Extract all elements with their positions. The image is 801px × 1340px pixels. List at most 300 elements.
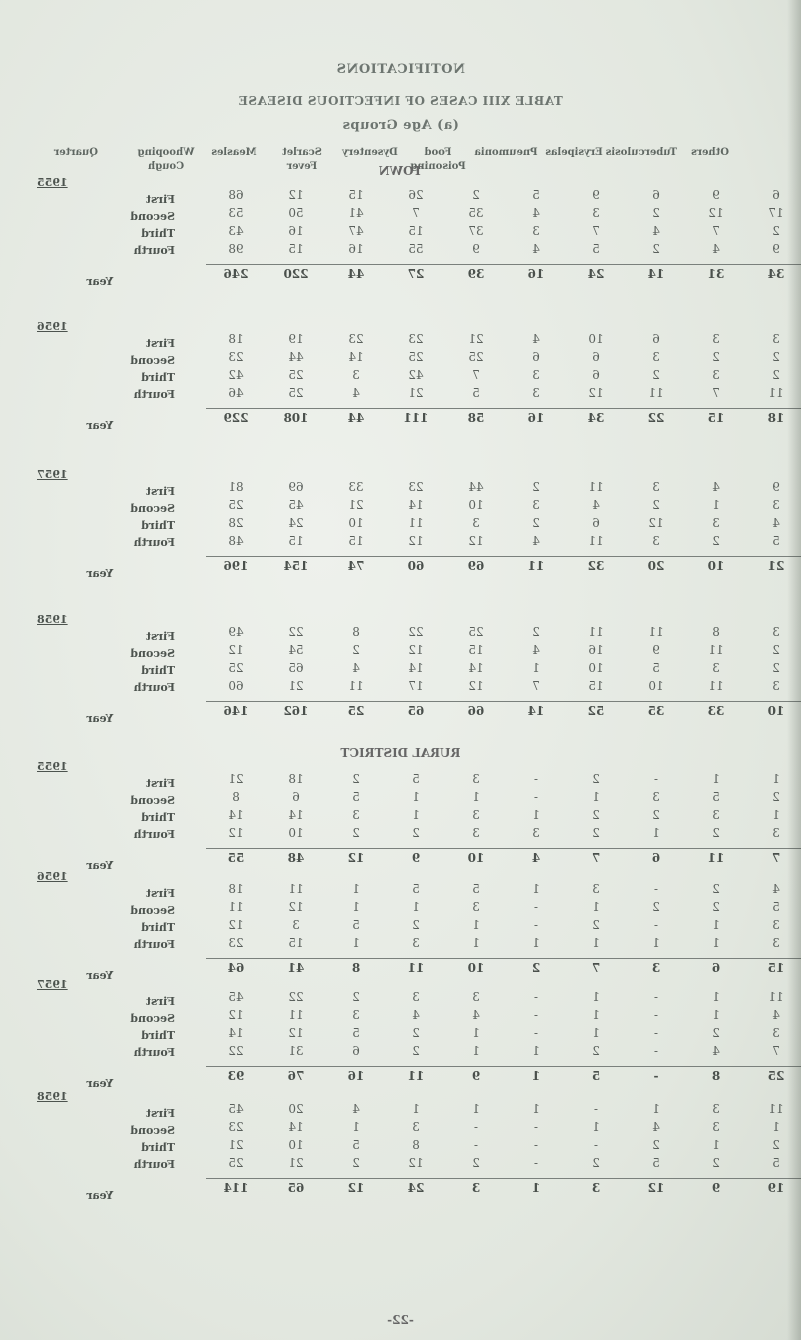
- cell-value: 9: [652, 643, 660, 657]
- data-column: [506, 1100, 566, 1197]
- cell-value: 1: [472, 790, 480, 804]
- cell-value: 18: [228, 882, 244, 896]
- data-column: [206, 880, 266, 977]
- cell-value: 5: [592, 242, 600, 256]
- column-total: 65: [266, 1178, 326, 1197]
- cell-value: 22: [288, 625, 304, 639]
- cell-value: 1: [532, 1102, 540, 1116]
- column-total: 1: [506, 1066, 566, 1085]
- cell-value: 19: [288, 332, 304, 346]
- cell-value: 11: [768, 1102, 784, 1116]
- cell-value: 2: [412, 918, 420, 932]
- column-total: 12: [326, 848, 386, 867]
- column-total: 25: [746, 1066, 801, 1085]
- cell-value: 7: [532, 679, 540, 693]
- cell-value: -: [533, 900, 539, 914]
- cell-value: 35: [468, 206, 484, 220]
- data-column: [446, 1100, 506, 1197]
- cell-value: 14: [288, 808, 304, 822]
- row-labels: [25, 611, 175, 727]
- data-column: [446, 880, 506, 977]
- cell-value: 21: [228, 1138, 244, 1152]
- data-column: [566, 770, 626, 867]
- cell-value: 2: [592, 1044, 600, 1058]
- cell-value: 2: [652, 900, 660, 914]
- column-total: 10: [686, 556, 746, 575]
- cell-value: 1: [352, 1120, 360, 1134]
- quarter-label: Third: [141, 371, 175, 384]
- data-column: [566, 330, 626, 427]
- column-total: 34: [566, 408, 626, 427]
- quarter-label: Third: [141, 519, 175, 532]
- cell-value: 8: [352, 625, 360, 639]
- cell-value: -: [653, 772, 659, 786]
- data-column: [686, 1100, 746, 1197]
- cell-value: 5: [352, 918, 360, 932]
- cell-value: -: [653, 918, 659, 932]
- cell-value: 10: [588, 661, 604, 675]
- cell-value: 3: [772, 936, 780, 950]
- cell-value: 22: [228, 1044, 244, 1058]
- cell-value: 2: [712, 826, 720, 840]
- cell-value: 1: [472, 936, 480, 950]
- cell-value: 21: [288, 679, 304, 693]
- cell-value: 3: [772, 826, 780, 840]
- cell-value: 14: [288, 1120, 304, 1134]
- cell-value: 2: [592, 918, 600, 932]
- cell-value: 10: [348, 516, 364, 530]
- cell-value: 5: [652, 661, 660, 675]
- cell-value: -: [653, 1026, 659, 1040]
- year-label: 1955: [37, 760, 68, 773]
- column-total: 9: [686, 1178, 746, 1197]
- quarter-label: Second: [130, 354, 175, 367]
- cell-value: 2: [412, 826, 420, 840]
- quarter-label: Third: [141, 664, 175, 677]
- column-total: 22: [626, 408, 686, 427]
- year-total-label: Year: [86, 1189, 114, 1202]
- cell-value: 25: [228, 1156, 244, 1170]
- cell-value: 3: [472, 808, 480, 822]
- column-total: 20: [626, 556, 686, 575]
- data-column: [566, 988, 626, 1085]
- cell-value: 81: [228, 480, 244, 494]
- cell-value: 2: [352, 643, 360, 657]
- cell-value: 11: [288, 1008, 304, 1022]
- column-total: 196: [206, 556, 266, 575]
- cell-value: 15: [288, 936, 304, 950]
- column-total: 15: [686, 408, 746, 427]
- cell-value: 20: [288, 1102, 304, 1116]
- quarter-label: Second: [130, 210, 175, 223]
- data-column: [326, 770, 386, 867]
- cell-value: 2: [532, 516, 540, 530]
- cell-value: 14: [408, 661, 424, 675]
- cell-value: 54: [288, 643, 304, 657]
- cell-value: 1: [712, 1138, 720, 1152]
- cell-value: 12: [228, 1008, 244, 1022]
- cell-value: 3: [532, 368, 540, 382]
- column-total: 11: [686, 848, 746, 867]
- column-total: 10: [446, 848, 506, 867]
- column-total: 14: [626, 264, 686, 283]
- cell-value: 1: [592, 990, 600, 1004]
- data-column: [566, 623, 626, 720]
- cell-value: 8: [412, 1138, 420, 1152]
- data-column: [566, 880, 626, 977]
- cell-value: 2: [412, 1044, 420, 1058]
- cell-value: 3: [532, 224, 540, 238]
- cell-value: 42: [408, 368, 424, 382]
- cell-value: 16: [588, 643, 604, 657]
- cell-value: 5: [352, 1026, 360, 1040]
- cell-value: 3: [712, 1120, 720, 1134]
- cell-value: 11: [228, 900, 244, 914]
- binding-shadow: [787, 0, 801, 1340]
- data-column: [626, 770, 686, 867]
- cell-value: 48: [228, 534, 244, 548]
- cell-value: 12: [228, 826, 244, 840]
- quarter-label: First: [145, 337, 175, 350]
- cell-value: 2: [532, 625, 540, 639]
- data-column: [326, 988, 386, 1085]
- cell-value: 3: [472, 900, 480, 914]
- cell-value: 4: [712, 480, 720, 494]
- cell-value: 3: [772, 625, 780, 639]
- cell-value: 98: [228, 242, 244, 256]
- cell-value: 25: [408, 350, 424, 364]
- cell-value: 3: [352, 1008, 360, 1022]
- cell-value: 2: [772, 790, 780, 804]
- cell-value: 3: [472, 772, 480, 786]
- year-label: 1958: [37, 1090, 68, 1103]
- cell-value: 2: [592, 772, 600, 786]
- data-column: [566, 1100, 626, 1197]
- data-column: [506, 880, 566, 977]
- column-total: 146: [206, 701, 266, 720]
- cell-value: 3: [532, 826, 540, 840]
- cell-value: 3: [412, 990, 420, 1004]
- data-column: [266, 880, 326, 977]
- cell-value: 44: [288, 350, 304, 364]
- cell-value: -: [533, 772, 539, 786]
- data-column: [206, 478, 266, 575]
- cell-value: 3: [772, 679, 780, 693]
- cell-value: 2: [592, 826, 600, 840]
- column-total: 3: [566, 1178, 626, 1197]
- cell-value: 6: [592, 350, 600, 364]
- column-total: 24: [566, 264, 626, 283]
- cell-value: 46: [228, 386, 244, 400]
- data-column: [206, 770, 266, 867]
- data-column: [266, 186, 326, 283]
- cell-value: 25: [288, 386, 304, 400]
- cell-value: 3: [772, 1026, 780, 1040]
- cell-value: 45: [228, 1102, 244, 1116]
- cell-value: 1: [412, 808, 420, 822]
- cell-value: 1: [592, 790, 600, 804]
- cell-value: 9: [472, 242, 480, 256]
- cell-value: 5: [772, 900, 780, 914]
- column-total: 41: [266, 958, 326, 977]
- cell-value: 3: [352, 368, 360, 382]
- cell-value: 37: [468, 224, 484, 238]
- cell-value: 3: [712, 332, 720, 346]
- data-column: [326, 330, 386, 427]
- data-column: [326, 623, 386, 720]
- data-column: [506, 770, 566, 867]
- quarter-label: Third: [141, 1141, 175, 1154]
- cell-value: -: [533, 1120, 539, 1134]
- data-column: [326, 186, 386, 283]
- quarter-label: Fourth: [133, 1158, 175, 1171]
- cell-value: 50: [288, 206, 304, 220]
- cell-value: 5: [532, 188, 540, 202]
- cell-value: 4: [652, 224, 660, 238]
- cell-value: 23: [408, 480, 424, 494]
- cell-value: 12: [228, 643, 244, 657]
- data-column: [686, 623, 746, 720]
- column-total: 24: [386, 1178, 446, 1197]
- cell-value: 5: [412, 772, 420, 786]
- cell-value: 8: [712, 625, 720, 639]
- cell-value: 5: [652, 1156, 660, 1170]
- cell-value: 17: [408, 679, 424, 693]
- column-total: 9: [446, 1066, 506, 1085]
- cell-value: 9: [772, 480, 780, 494]
- column-total: -: [626, 1066, 686, 1085]
- cell-value: 3: [712, 516, 720, 530]
- cell-value: 8: [232, 790, 240, 804]
- cell-value: 23: [228, 350, 244, 364]
- cell-value: -: [653, 882, 659, 896]
- cell-value: 3: [652, 480, 660, 494]
- cell-value: 3: [472, 826, 480, 840]
- data-column: [206, 330, 266, 427]
- cell-value: 10: [648, 679, 664, 693]
- cell-value: 5: [352, 1138, 360, 1152]
- data-column: [266, 988, 326, 1085]
- column-total: 27: [386, 264, 446, 283]
- cell-value: 4: [712, 242, 720, 256]
- cell-value: 21: [288, 1156, 304, 1170]
- year-total-label: Year: [86, 567, 114, 580]
- cell-value: -: [653, 1044, 659, 1058]
- column-total: 44: [326, 264, 386, 283]
- cell-value: 6: [292, 790, 300, 804]
- cell-value: 1: [712, 772, 720, 786]
- cell-value: 24: [288, 516, 304, 530]
- column-total: 9: [386, 848, 446, 867]
- cell-value: 1: [472, 1044, 480, 1058]
- data-column: [386, 770, 446, 867]
- cell-value: 23: [348, 332, 364, 346]
- cell-value: 2: [712, 882, 720, 896]
- cell-value: 2: [772, 350, 780, 364]
- column-header: Scarlet Fever: [282, 147, 322, 172]
- cell-value: 1: [652, 936, 660, 950]
- quarter-label: Fourth: [133, 244, 175, 257]
- cell-value: 44: [468, 480, 484, 494]
- cell-value: 26: [408, 188, 424, 202]
- cell-value: -: [653, 1008, 659, 1022]
- cell-value: 3: [532, 498, 540, 512]
- data-column: [686, 880, 746, 977]
- cell-value: 1: [592, 1008, 600, 1022]
- quarter-label: Second: [130, 502, 175, 515]
- cell-value: 18: [228, 332, 244, 346]
- data-column: [326, 1100, 386, 1197]
- year-label: 1956: [37, 870, 68, 883]
- cell-value: -: [533, 1138, 539, 1152]
- cell-value: 2: [652, 368, 660, 382]
- cell-value: 2: [592, 1156, 600, 1170]
- cell-value: 2: [352, 1156, 360, 1170]
- cell-value: 1: [772, 808, 780, 822]
- cell-value: 12: [288, 188, 304, 202]
- row-labels: [25, 174, 175, 290]
- column-total: 16: [506, 408, 566, 427]
- cell-value: 2: [712, 900, 720, 914]
- data-column: [266, 1100, 326, 1197]
- cell-value: 11: [648, 625, 664, 639]
- cell-value: 7: [472, 368, 480, 382]
- data-column: [626, 623, 686, 720]
- year-total-label: Year: [86, 419, 114, 432]
- cell-value: 6: [772, 188, 780, 202]
- column-total: 229: [206, 408, 266, 427]
- cell-value: 2: [472, 1156, 480, 1170]
- data-column: [266, 623, 326, 720]
- cell-value: 2: [412, 1026, 420, 1040]
- quarter-label: Second: [130, 794, 175, 807]
- column-total: 4: [506, 848, 566, 867]
- cell-value: 31: [288, 1044, 304, 1058]
- cell-value: 11: [588, 625, 604, 639]
- data-column: [626, 1100, 686, 1197]
- year-total-label: Year: [86, 969, 114, 982]
- cell-value: 2: [772, 643, 780, 657]
- cell-value: -: [533, 990, 539, 1004]
- cell-value: 25: [228, 661, 244, 675]
- cell-value: 55: [408, 242, 424, 256]
- data-column: [566, 478, 626, 575]
- quarter-label: Second: [130, 1012, 175, 1025]
- cell-value: 1: [352, 900, 360, 914]
- cell-value: 15: [288, 534, 304, 548]
- cell-value: 4: [592, 498, 600, 512]
- column-total: 19: [746, 1178, 801, 1197]
- cell-value: 1: [472, 1102, 480, 1116]
- cell-value: 12: [588, 386, 604, 400]
- cell-value: 2: [652, 1138, 660, 1152]
- column-total: 14: [506, 701, 566, 720]
- row-labels: [25, 1088, 175, 1204]
- data-column: [626, 478, 686, 575]
- cell-value: 1: [712, 990, 720, 1004]
- column-total: 114: [206, 1178, 266, 1197]
- quarter-label: First: [145, 630, 175, 643]
- cell-value: 45: [288, 498, 304, 512]
- quarter-label: First: [145, 995, 175, 1008]
- data-column: [386, 186, 446, 283]
- quarter-label: First: [145, 777, 175, 790]
- cell-value: 4: [772, 1008, 780, 1022]
- data-column: [206, 623, 266, 720]
- quarter-label: Fourth: [133, 388, 175, 401]
- column-total: 18: [746, 408, 801, 427]
- cell-value: 14: [468, 661, 484, 675]
- year-label: 1957: [37, 468, 68, 481]
- column-header: Dysentery: [342, 147, 398, 158]
- column-header: Food Poisoning: [410, 147, 466, 172]
- cell-value: -: [473, 1138, 479, 1152]
- cell-value: 2: [712, 1026, 720, 1040]
- year-total-label: Year: [86, 275, 114, 288]
- cell-value: 5: [352, 790, 360, 804]
- cell-value: 2: [652, 242, 660, 256]
- quarter-label: Fourth: [133, 938, 175, 951]
- cell-value: 4: [772, 516, 780, 530]
- cell-value: 16: [348, 242, 364, 256]
- row-labels: [25, 318, 175, 434]
- section-rural: RURAL DISTRICT: [340, 746, 461, 760]
- quarter-label: First: [145, 485, 175, 498]
- cell-value: 9: [772, 242, 780, 256]
- column-total: 162: [266, 701, 326, 720]
- cell-value: 69: [288, 480, 304, 494]
- cell-value: 2: [772, 1138, 780, 1152]
- cell-value: 11: [348, 679, 364, 693]
- column-total: 64: [206, 958, 266, 977]
- column-total: 44: [326, 408, 386, 427]
- data-column: [566, 186, 626, 283]
- data-column: [686, 186, 746, 283]
- cell-value: 21: [348, 498, 364, 512]
- row-labels: [25, 466, 175, 582]
- cell-value: 33: [348, 480, 364, 494]
- cell-value: 1: [532, 882, 540, 896]
- cell-value: 4: [772, 882, 780, 896]
- cell-value: 9: [592, 188, 600, 202]
- cell-value: -: [533, 1008, 539, 1022]
- quarter-label: Second: [130, 1124, 175, 1137]
- section-town: TOWN: [378, 164, 423, 178]
- cell-value: 12: [408, 1156, 424, 1170]
- cell-value: -: [473, 1120, 479, 1134]
- cell-value: 12: [468, 534, 484, 548]
- column-total: 66: [446, 701, 506, 720]
- cell-value: 10: [288, 826, 304, 840]
- cell-value: 23: [408, 332, 424, 346]
- data-column: [386, 623, 446, 720]
- cell-value: 2: [352, 990, 360, 1004]
- cell-value: 2: [652, 808, 660, 822]
- cell-value: 1: [532, 936, 540, 950]
- cell-value: 7: [412, 206, 420, 220]
- cell-value: 5: [472, 386, 480, 400]
- data-column: [386, 478, 446, 575]
- cell-value: 1: [652, 826, 660, 840]
- cell-value: 21: [468, 332, 484, 346]
- cell-value: 3: [292, 918, 300, 932]
- cell-value: 11: [768, 990, 784, 1004]
- cell-value: 3: [772, 332, 780, 346]
- cell-value: 1: [712, 918, 720, 932]
- cell-value: 1: [592, 1026, 600, 1040]
- cell-value: 12: [408, 643, 424, 657]
- cell-value: 4: [652, 1120, 660, 1134]
